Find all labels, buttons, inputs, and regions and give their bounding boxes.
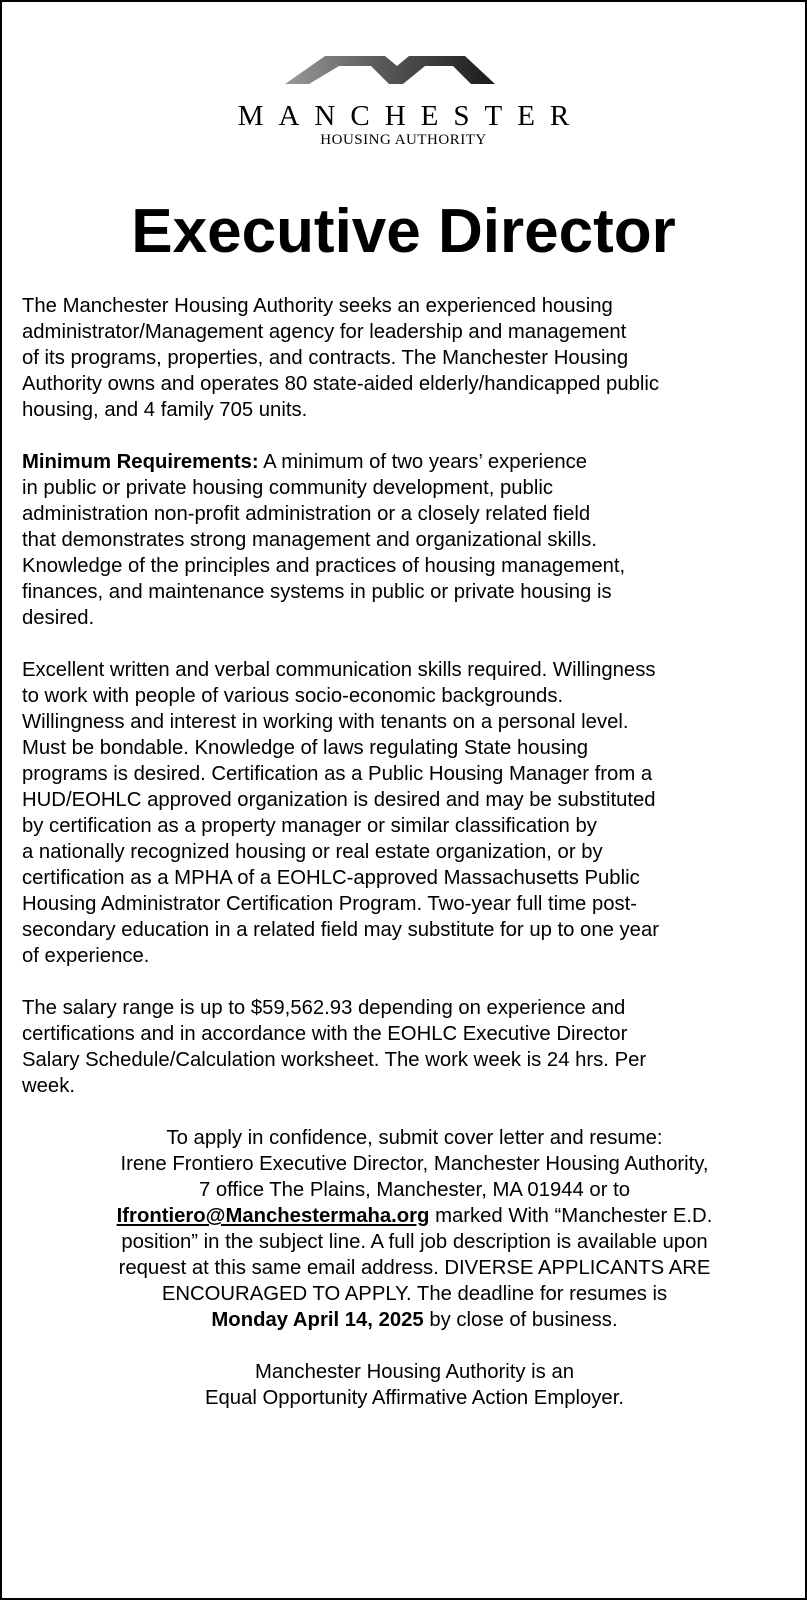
salary-line: certifications and in accordance with the EOHLC Executive Director: [22, 1023, 628, 1045]
apply-line: Irene Frontiero Executive Director, Manchester Housing Authority,: [120, 1153, 709, 1175]
apply-line: ENCOURAGED TO APPLY. The deadline for resumes is: [161, 1283, 668, 1305]
salary-line: week.: [22, 1075, 75, 1097]
intro-line: housing, and 4 family 705 units.: [22, 399, 308, 421]
requirements-line: in public or private housing community development, public: [22, 477, 553, 499]
skills-line: to work with people of various socio-economic backgrounds.: [22, 685, 564, 707]
requirements-line: desired.: [22, 607, 95, 629]
requirements-line: [22, 449, 792, 475]
apply-text: by close of business.: [423, 1309, 618, 1331]
skills-line: Excellent written and verbal communication skills required. Willingness: [22, 659, 656, 681]
skills-line: of experience.: [22, 945, 150, 967]
skills-line: a nationally recognized housing or real estate organization, or by: [22, 841, 603, 863]
intro-line: of its programs, properties, and contracts. The Manchester Housing: [22, 347, 629, 369]
salary-paragraph: [22, 995, 792, 1099]
skills-line: secondary education in a related field may substitute for up to one year: [22, 919, 659, 941]
skills-line: by certification as a property manager or similar classification by: [22, 815, 597, 837]
apply-line: request at this same email address. DIVERSE APPLICANTS ARE: [118, 1257, 711, 1279]
logo-name: MANCHESTER: [237, 100, 585, 132]
requirements-line: finances, and maintenance systems in public or private housing is: [22, 581, 612, 603]
requirements-line: administration non-profit administration or a closely related field: [22, 503, 591, 525]
apply-line: To apply in confidence, submit cover letter and resume:: [166, 1127, 663, 1149]
apply-line: [22, 1307, 807, 1333]
salary-line: Salary Schedule/Calculation worksheet. The work week is 24 hrs. Per: [22, 1049, 647, 1071]
apply-text: marked With “Manchester E.D.: [429, 1205, 713, 1227]
skills-line: Willingness and interest in working with tenants on a personal level.: [22, 711, 629, 733]
page-title: Executive Director: [131, 197, 676, 266]
eeo-line: Equal Opportunity Affirmative Action Employer.: [205, 1387, 624, 1409]
apply-line: position” in the subject line. A full job description is available upon: [121, 1231, 708, 1253]
skills-line: Housing Administrator Certification Program. Two-year full time post-: [22, 893, 638, 915]
apply-line: [22, 1203, 807, 1229]
salary-line: The salary range is up to $59,562.93 depending on experience and: [22, 997, 626, 1019]
logo: [2, 44, 805, 154]
requirements-paragraph: [22, 449, 792, 631]
eeo-line: Manchester Housing Authority is an: [254, 1361, 575, 1383]
apply-paragraph: [22, 1125, 807, 1333]
skills-line: HUD/EOHLC approved organization is desired and may be substituted: [22, 789, 656, 811]
requirements-line: that demonstrates strong management and organizational skills.: [22, 529, 597, 551]
intro-line: administrator/Management agency for leadership and management: [22, 321, 627, 343]
skills-line: Must be bondable. Knowledge of laws regulating State housing: [22, 737, 589, 759]
intro-line: Authority owns and operates 80 state-aided elderly/handicapped public: [22, 373, 660, 395]
requirements-line: Knowledge of the principles and practices of housing management,: [22, 555, 626, 577]
requirements-text: A minimum of two years’ experience: [258, 451, 588, 473]
logo-subtitle: HOUSING AUTHORITY: [320, 132, 487, 148]
roof-logo-icon: [285, 52, 495, 86]
skills-line: programs is desired. Certification as a Public Housing Manager from a: [22, 763, 653, 785]
deadline-date: Monday April 14, 2025: [211, 1309, 424, 1331]
intro-paragraph: [22, 293, 792, 423]
posting-body: [22, 293, 792, 1437]
apply-line: 7 office The Plains, Manchester, MA 01944 or to: [198, 1179, 631, 1201]
skills-paragraph: [22, 657, 792, 969]
eeo-statement: [22, 1359, 807, 1411]
email-link[interactable]: Ifrontiero@Manchestermaha.org: [116, 1205, 430, 1227]
intro-line: The Manchester Housing Authority seeks an experienced housing: [22, 295, 613, 317]
skills-line: certification as a MPHA of a EOHLC-approved Massachusetts Public: [22, 867, 640, 889]
requirements-label: Minimum Requirements:: [22, 451, 259, 473]
